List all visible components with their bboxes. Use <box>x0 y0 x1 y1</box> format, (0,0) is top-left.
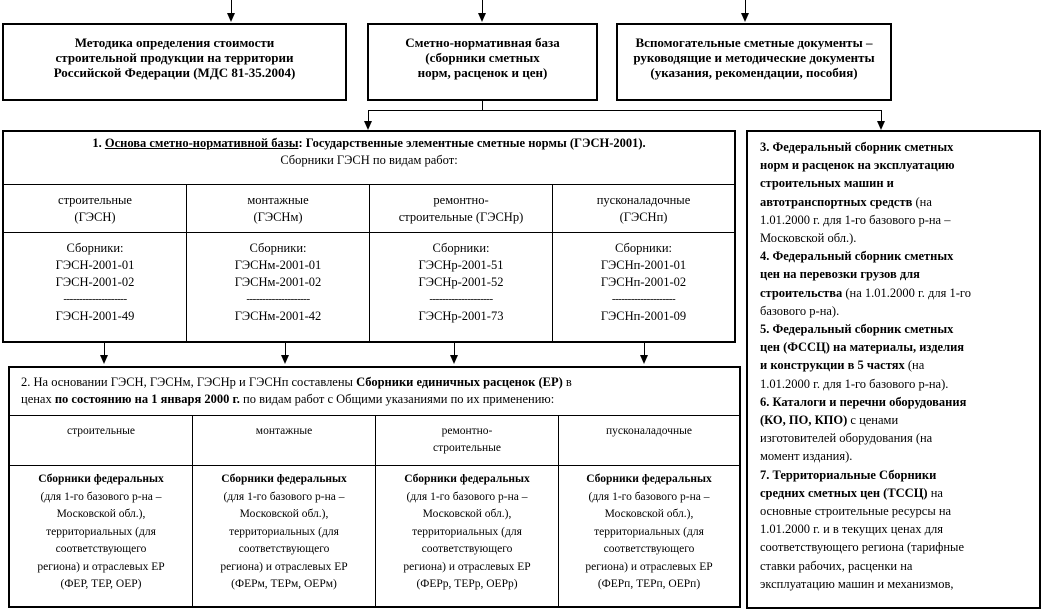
connector-line <box>368 110 881 111</box>
methodology-box <box>2 23 347 101</box>
gesn-title-num: 1. <box>92 136 105 150</box>
arrow-head <box>450 355 458 364</box>
gesn-list-item: ГЭСНп-2001-02 <box>600 275 687 289</box>
arrow-head <box>364 121 372 130</box>
er-column-head-line: ремонтно- <box>441 425 493 437</box>
gesn-subtitle: Сборники ГЭСН по видам работ: <box>280 153 458 167</box>
gesn-block <box>2 130 736 343</box>
er-column-body-line: региона) и отраслевых ЕР <box>37 560 165 573</box>
er-column-body-line: территориальных (для <box>594 525 704 538</box>
federal-collection-text: 1.01.2000 г. для 1-го базового р-на). <box>760 376 949 391</box>
arrow-head <box>227 13 235 22</box>
federal-collection-line <box>760 375 1039 393</box>
er-column-body-line: территориальных (для <box>412 525 522 538</box>
federal-collection-line <box>760 393 1039 411</box>
gesn-column-list <box>4 240 186 325</box>
er-column-head-line: пусконаладочные <box>605 425 693 437</box>
federal-collection-line <box>760 466 1039 484</box>
gesn-list-item: ГЭСНп-2001-09 <box>600 309 687 323</box>
federal-collection-line <box>760 247 1039 265</box>
gesn-column-head-line: (ГЭСН) <box>74 210 116 224</box>
auxiliary-docs-line: (указания, рекомендации, пособия) <box>650 65 858 80</box>
methodology-line: Российской Федерации (МДС 81-35.2004) <box>53 65 296 80</box>
arrow-head <box>640 355 648 364</box>
gesn-column-head <box>4 192 186 226</box>
gesn-list-item: ГЭСНм-2001-01 <box>234 258 322 272</box>
gesn-title-underlined: Основа сметно-нормативной базы <box>104 136 299 150</box>
federal-collection-bold: цен на перевозки грузов для <box>760 267 920 282</box>
arrow-head <box>877 121 885 130</box>
er-column-head <box>193 423 375 440</box>
er-column-body-line: Московской обл.), <box>239 508 329 520</box>
auxiliary-docs-line: руководящие и методические документы <box>633 50 875 65</box>
federal-collection-text: ставки рабочих, расценки на <box>760 558 913 573</box>
gesn-list-item: ГЭСН-2001-02 <box>55 275 135 289</box>
gesn-list-item: ГЭСНр-2001-73 <box>418 309 504 323</box>
er-column-body <box>193 471 375 594</box>
connector-line <box>368 110 369 121</box>
federal-collection-line <box>760 156 1039 174</box>
federal-collection-line <box>760 174 1039 192</box>
gesn-column-head <box>553 192 734 226</box>
connector-line <box>482 101 483 110</box>
arrow-head <box>741 13 749 22</box>
gesn-column-head-line: (ГЭСНм) <box>253 210 303 224</box>
federal-collection-bold: 5. Федеральный сборник сметных <box>760 322 954 337</box>
connector-line <box>881 110 882 121</box>
er-column-body-line: Сборники федеральных <box>221 473 347 485</box>
federal-collection-line <box>760 338 1039 356</box>
federal-collection-line <box>760 520 1039 538</box>
federal-collection-line <box>760 484 1039 502</box>
er-intro-text: 2. На основании ГЭСН, ГЭСНм, ГЭСНр и ГЭСНп составлены <box>21 375 357 389</box>
er-column-head-line: монтажные <box>255 425 313 437</box>
federal-collection-line <box>760 320 1039 338</box>
arrow-head <box>478 13 486 22</box>
er-column-body-line: региона) и отраслевых ЕР <box>585 560 713 573</box>
federal-collection-text: базового р-на). <box>760 303 840 318</box>
gesn-list-ellipsis: -------------------- <box>63 293 127 305</box>
federal-collection-text: 1.01.2000 г. для 1-го базового р-на – <box>760 212 951 227</box>
auxiliary-docs-line: Вспомогательные сметные документы – <box>635 35 873 50</box>
er-column-body-line: Московской обл.), <box>604 508 694 520</box>
auxiliary-docs-box <box>616 23 892 101</box>
er-column-body-line: Сборники федеральных <box>586 473 712 485</box>
normative-base-line: (сборники сметных <box>425 50 540 65</box>
arrow-line <box>482 0 483 14</box>
er-block <box>8 366 741 608</box>
federal-collection-line <box>760 502 1039 520</box>
gesn-column-head-line: строительные <box>58 193 132 207</box>
federal-collection-bold: строительства <box>760 285 843 300</box>
er-column-body-line: (ФЕРр, ТЕРр, ОЕРр) <box>416 578 518 590</box>
normative-base-line: Сметно-нормативная база <box>405 35 560 50</box>
gesn-list-label: Сборники: <box>66 241 124 255</box>
gesn-column-list <box>553 240 734 325</box>
er-intro-text: по видам работ с Общими указаниями по их применению: <box>239 392 555 406</box>
normative-base-box <box>367 23 598 101</box>
federal-collection-line <box>760 557 1039 575</box>
federal-collection-text: соответствующего региона (тарифные <box>760 540 965 555</box>
federal-collection-bold: и конструкции в 5 частях <box>760 358 905 373</box>
federal-collection-bold: 4. Федеральный сборник сметных <box>760 249 954 264</box>
federal-collection-text: (на 1.01.2000 г. для 1-го <box>842 285 971 300</box>
federal-collection-bold: 3. Федеральный сборник сметных <box>760 140 954 154</box>
er-column-body-line: соответствующего <box>238 543 330 555</box>
er-column-body-line: региона) и отраслевых ЕР <box>403 560 531 573</box>
federal-collection-line <box>760 575 1039 593</box>
federal-collection-text: изготовителей оборудования (на <box>760 431 933 446</box>
er-column-body-line: (ФЕРм, ТЕРм, ОЕРм) <box>231 578 337 590</box>
gesn-list-ellipsis: -------------------- <box>429 293 493 305</box>
federal-collections-box <box>746 130 1041 609</box>
federal-collection-bold: (КО, ПО, КПО) <box>760 413 848 428</box>
federal-collection-line <box>760 265 1039 283</box>
gesn-column-list <box>370 240 552 325</box>
gesn-list-item: ГЭСН-2001-01 <box>55 258 135 272</box>
federal-collection-line <box>760 356 1039 374</box>
gesn-list-label: Сборники: <box>615 241 672 255</box>
normative-base-line: норм, расценок и цен) <box>417 65 548 80</box>
federal-collection-line <box>760 193 1039 211</box>
er-column-body-line: (ФЕРп, ТЕРп, ОЕРп) <box>597 578 701 590</box>
er-column-head <box>559 423 739 440</box>
er-column-head-line: строительные <box>66 425 136 437</box>
er-intro-text: в <box>562 375 572 389</box>
gesn-list-item: ГЭСНр-2001-52 <box>418 275 504 289</box>
er-column-body <box>559 471 739 594</box>
er-column-body-line: (для 1-го базового р-на – <box>588 490 710 503</box>
er-intro-text: ценах <box>21 392 55 406</box>
gesn-column-head-line: (ГЭСНп) <box>619 210 668 224</box>
federal-collection-bold: норм и расценок на эксплуатацию <box>760 158 955 173</box>
er-column-body-line: (для 1-го базового р-на – <box>223 490 345 503</box>
er-column-body-line: Московской обл.), <box>56 508 146 520</box>
federal-collection-line <box>760 411 1039 429</box>
er-column-body-line: Сборники федеральных <box>404 473 530 485</box>
er-intro-line-1 <box>21 375 733 390</box>
gesn-list-label: Сборники: <box>432 241 490 255</box>
er-column-body-line: Сборники федеральных <box>38 473 164 485</box>
gesn-column-head-line: строительные (ГЭСНр) <box>398 210 524 224</box>
er-column-body <box>376 471 558 594</box>
er-column-body-line: региона) и отраслевых ЕР <box>220 560 348 573</box>
gesn-column-head-line: монтажные <box>247 193 309 207</box>
arrow-line <box>745 0 746 14</box>
er-column-body-line: территориальных (для <box>229 525 339 538</box>
gesn-list-item: ГЭСНм-2001-42 <box>234 309 322 323</box>
er-intro-bold: Сборники единичных расценок (ЕР) <box>356 375 563 389</box>
er-column-body-line: (для 1-го базового р-на – <box>406 490 528 503</box>
federal-collection-line <box>760 302 1039 320</box>
er-column-body-line: соответствующего <box>421 543 513 555</box>
federal-collection-bold: автотранспортных средств <box>760 194 913 209</box>
er-column-body-line: Московской обл.), <box>422 508 512 520</box>
gesn-title-rest: : Государственные элементные сметные нормы (ГЭСН-2001). <box>298 136 646 150</box>
federal-collection-bold: средних сметных цен (ТССЦ) <box>760 485 928 500</box>
gesn-list-ellipsis: -------------------- <box>246 293 310 305</box>
federal-collection-line <box>760 447 1039 465</box>
federal-collection-bold: 6. Каталоги и перечни оборудования <box>760 394 967 409</box>
gesn-list-item: ГЭСНп-2001-01 <box>600 258 687 272</box>
federal-collection-text: на <box>927 485 943 500</box>
federal-collection-text: 1.01.2000 г. и в текущих ценах для <box>760 522 943 537</box>
methodology-line: строительной продукции на территории <box>55 50 294 65</box>
federal-collection-text: (на <box>912 194 932 209</box>
federal-collection-text: эксплуатацию машин и механизмов, <box>760 576 954 591</box>
er-column-body <box>10 471 192 594</box>
federal-collection-line <box>760 284 1039 302</box>
er-intro-bold: по состоянию на 1 января 2000 г. <box>54 392 240 406</box>
er-column-head <box>10 423 192 440</box>
federal-collection-bold: строительных машин и <box>760 176 894 191</box>
er-column-body-line: территориальных (для <box>46 525 156 538</box>
federal-collection-text: основные строительные ресурсы на <box>760 504 952 519</box>
arrow-head <box>100 355 108 364</box>
er-column-body-line: (для 1-го базового р-на – <box>40 490 162 503</box>
gesn-column-head <box>370 192 552 226</box>
er-column-body-line: соответствующего <box>603 543 695 555</box>
arrow-head <box>281 355 289 364</box>
gesn-list-item: ГЭСН-2001-49 <box>55 309 135 323</box>
federal-collection-bold: цен (ФССЦ) на материалы, изделия <box>760 340 965 355</box>
gesn-list-item: ГЭСНр-2001-51 <box>418 258 504 272</box>
federal-collection-line <box>760 538 1039 556</box>
arrow-line <box>231 0 232 14</box>
gesn-title <box>4 136 734 151</box>
federal-collection-line <box>760 138 1039 156</box>
federal-collection-line <box>760 429 1039 447</box>
gesn-list-item: ГЭСНм-2001-02 <box>234 275 322 289</box>
gesn-column-head-line: пусконаладочные <box>596 193 691 207</box>
gesn-column-head-line: ремонтно- <box>433 193 489 207</box>
er-column-body-line: соответствующего <box>55 543 147 555</box>
federal-collection-text: Московской обл.). <box>760 231 857 246</box>
gesn-list-ellipsis: -------------------- <box>611 293 676 305</box>
er-intro-line-2 <box>21 392 733 407</box>
methodology-line: Методика определения стоимости <box>74 35 275 50</box>
federal-collection-line <box>760 211 1039 229</box>
federal-collection-text: с ценами <box>847 413 899 428</box>
federal-collection-text: (на <box>904 358 925 373</box>
er-column-head-line: строительные <box>432 442 502 454</box>
gesn-list-label: Сборники: <box>249 241 307 255</box>
er-column-body-line: (ФЕР, ТЕР, ОЕР) <box>60 578 142 590</box>
federal-collection-line <box>760 229 1039 247</box>
federal-collection-bold: 7. Территориальные Сборники <box>760 467 937 482</box>
federal-collection-text: момент издания). <box>760 449 853 464</box>
gesn-column-list <box>187 240 369 325</box>
gesn-column-head <box>187 192 369 226</box>
er-column-head <box>376 423 558 457</box>
